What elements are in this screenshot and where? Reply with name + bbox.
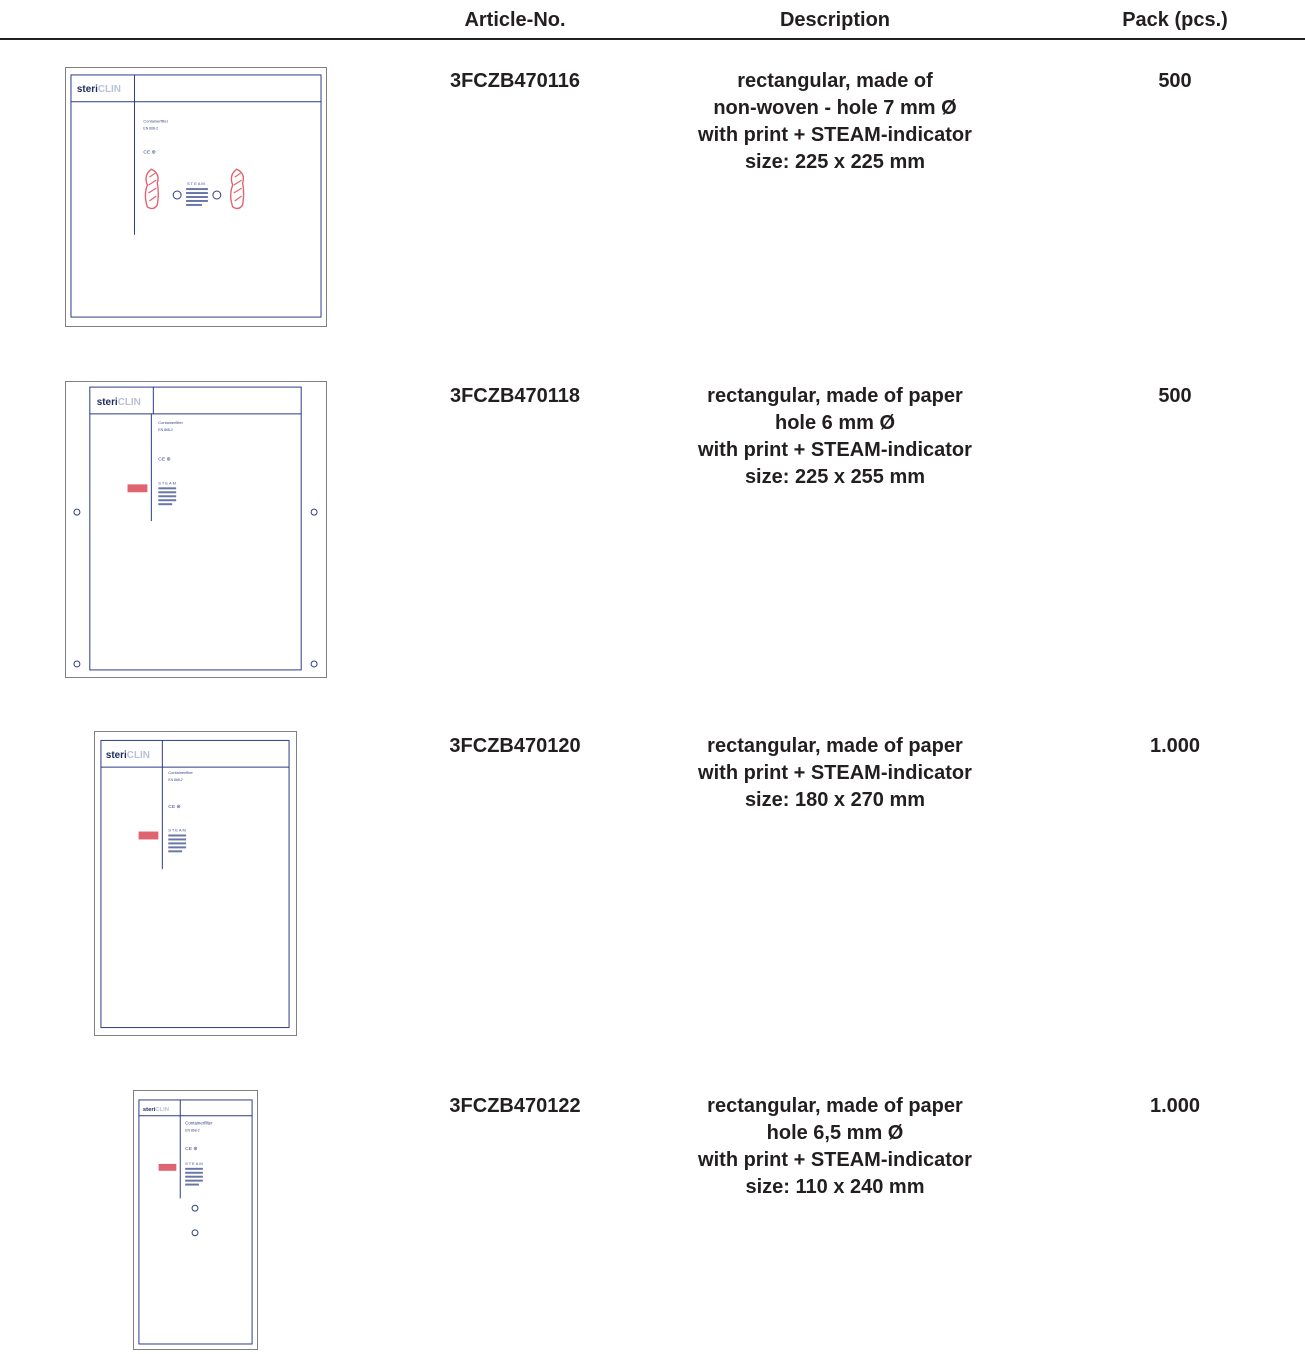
svg-text:CE ⊕: CE ⊕ [158, 457, 171, 463]
description-line: size: 225 x 255 mm [744, 466, 926, 488]
svg-text:Containerfilter: Containerfilter [168, 770, 193, 776]
description-3 [635, 733, 1035, 814]
pack-2: 500 [1158, 385, 1192, 407]
svg-text:steriCLIN: steriCLIN [76, 83, 121, 95]
svg-text:STEAM: STEAM [185, 1160, 204, 1166]
description-line: size: 110 x 240 mm [745, 1176, 925, 1198]
svg-text:CE ⊕: CE ⊕ [143, 150, 156, 156]
svg-text:EN 868-2: EN 868-2 [143, 126, 159, 131]
svg-text:Containerfilter: Containerfilter [185, 1120, 213, 1126]
article-no-1: 3FCZB470116 [449, 70, 581, 92]
description-line: size: 225 x 225 mm [744, 151, 926, 173]
svg-text:CE ⊕: CE ⊕ [185, 1147, 198, 1153]
containerfilter-sheet-drawing [66, 68, 326, 326]
header-article-no: Article-No. [464, 9, 566, 31]
svg-text:STEAM: STEAM [168, 827, 187, 833]
description-line: with print + STEAM-indicator [698, 439, 972, 461]
logo-text: steri [105, 750, 127, 762]
article-no-2: 3FCZB470118 [449, 385, 581, 407]
header-description: Description [779, 9, 891, 31]
product-image-1 [65, 67, 327, 327]
pack-3: 1.000 [1149, 735, 1201, 757]
description-4 [635, 1093, 1035, 1201]
svg-text:CE ⊕: CE ⊕ [168, 804, 181, 810]
svg-text:steriCLIN: steriCLIN [96, 396, 141, 408]
description-line: size: 180 x 270 mm [744, 789, 926, 811]
svg-text:EN 868-2: EN 868-2 [158, 427, 173, 432]
description-line: rectangular, made of paper [707, 1095, 963, 1117]
description-line: rectangular, made of paper [707, 735, 963, 757]
product-image-2 [65, 381, 327, 678]
description-2 [635, 383, 1035, 491]
description-line: with print + STEAM-indicator [698, 124, 972, 146]
product-image-3 [94, 731, 297, 1036]
svg-text:STEAM: STEAM [187, 181, 206, 187]
pack-1: 500 [1158, 70, 1192, 92]
containerfilter-sheet-drawing [95, 732, 296, 1035]
description-line: rectangular, made of paper [707, 385, 963, 407]
header-divider [0, 38, 1305, 40]
description-line: hole 6,5 mm Ø [766, 1122, 904, 1144]
svg-text:EN 868-2: EN 868-2 [185, 1128, 200, 1133]
article-no-3: 3FCZB470120 [449, 735, 581, 757]
article-no-4: 3FCZB470122 [449, 1095, 581, 1117]
logo-text: steri [76, 83, 98, 95]
description-1 [635, 68, 1035, 176]
description-line: with print + STEAM-indicator [698, 1149, 972, 1171]
svg-text:steriCLIN: steriCLIN [105, 750, 150, 762]
pack-4: 1.000 [1149, 1095, 1201, 1117]
logo-text: steri [96, 396, 118, 408]
containerfilter-sheet-drawing [66, 382, 326, 677]
containerfilter-sheet-drawing [134, 1091, 257, 1349]
product-image-4 [133, 1090, 258, 1350]
description-line: with print + STEAM-indicator [698, 762, 972, 784]
svg-text:EN 868-2: EN 868-2 [168, 778, 183, 783]
description-line: rectangular, made of [737, 70, 933, 92]
description-line: non-woven - hole 7 mm Ø [713, 97, 957, 119]
logo-text: steri [142, 1106, 156, 1113]
svg-text:Containerfilter: Containerfilter [158, 419, 183, 425]
svg-text:Containerfilter: Containerfilter [143, 118, 169, 124]
svg-text:STEAM: STEAM [158, 480, 177, 486]
svg-text:steriCLIN: steriCLIN [142, 1106, 170, 1113]
description-line: hole 6 mm Ø [774, 412, 896, 434]
header-pack: Pack (pcs.) [1122, 9, 1228, 31]
